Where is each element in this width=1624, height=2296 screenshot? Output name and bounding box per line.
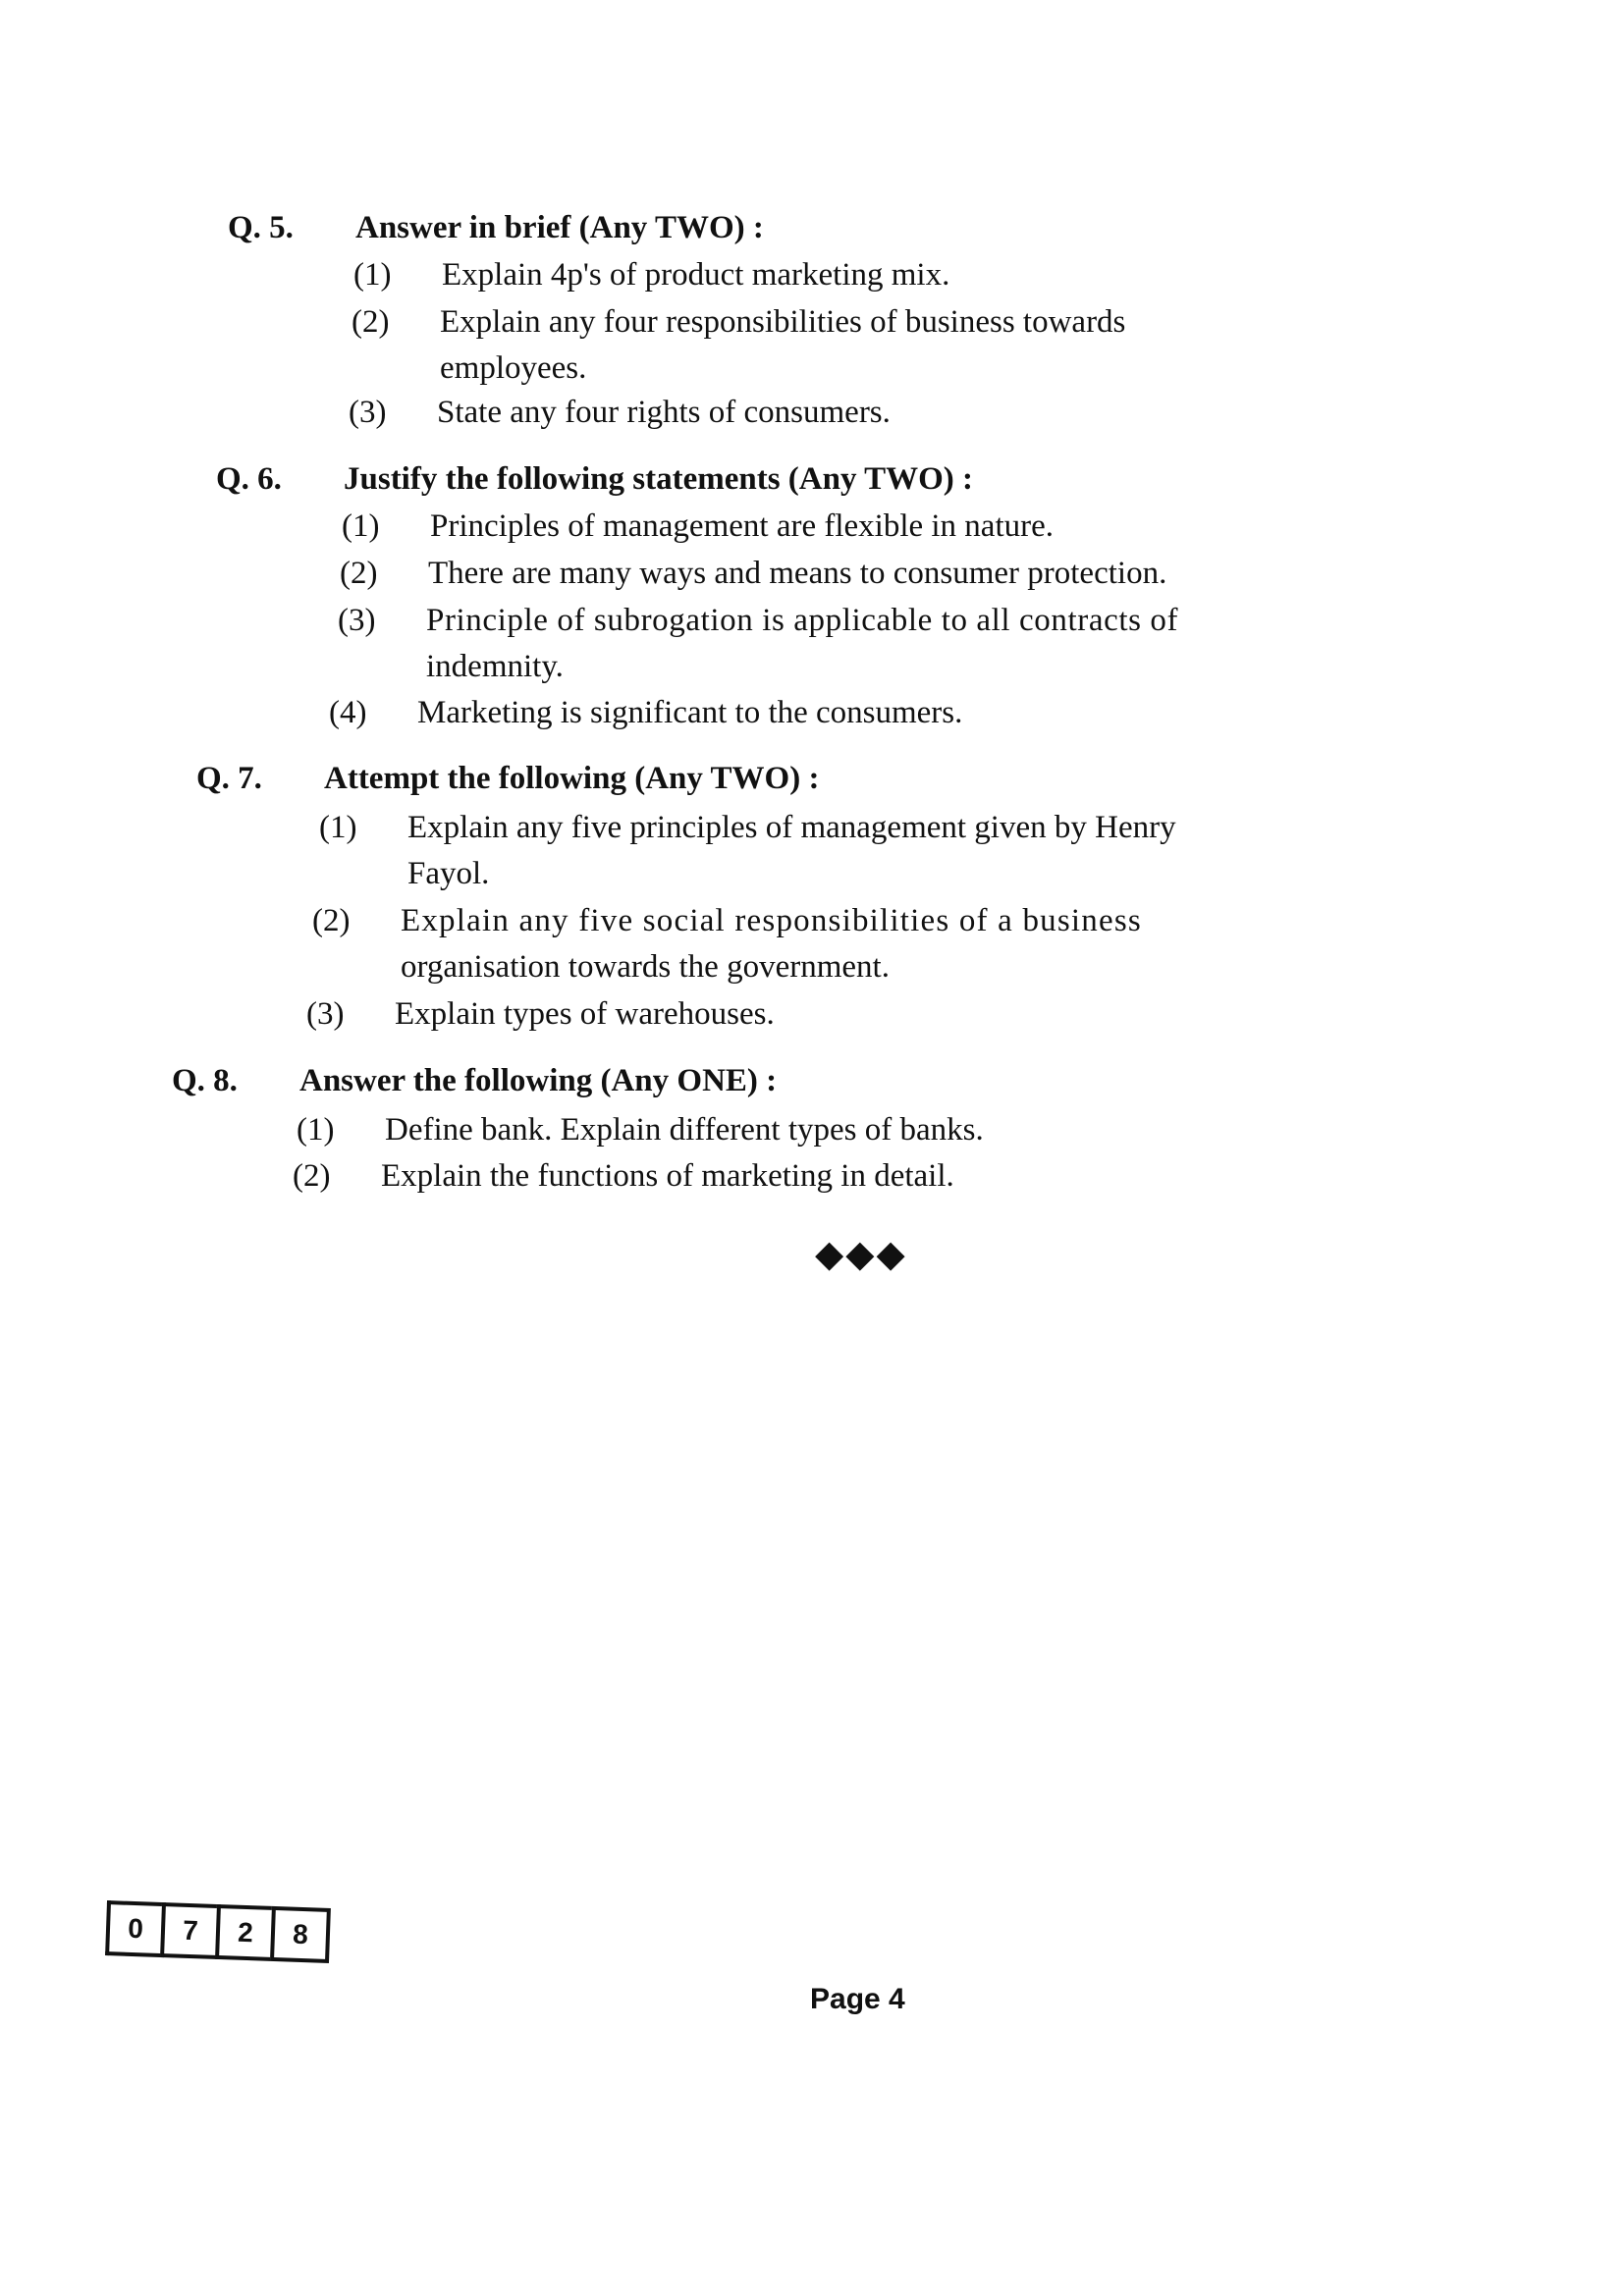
question-item (312, 903, 1142, 986)
question-item (353, 257, 949, 294)
item-number: (4) (329, 695, 367, 730)
item-text: Explain any five social responsibilities of a business (401, 903, 1142, 938)
question-item (319, 810, 1176, 892)
paper-code-digit: 0 (105, 1900, 162, 1957)
item-text: Explain any four responsibilities of business towards (440, 304, 1126, 340)
item-text: Principle of subrogation is applicable to all contracts of (426, 603, 1179, 638)
paper-code-digit: 2 (215, 1904, 272, 1961)
question-item (297, 1112, 984, 1148)
item-number: (2) (293, 1158, 331, 1194)
item-number: (3) (338, 603, 376, 638)
question-item (342, 508, 1054, 545)
item-number: (3) (349, 395, 387, 430)
question-title: Answer in brief (Any TWO) : (355, 210, 764, 245)
item-text: There are many ways and means to consumer protection. (428, 556, 1167, 591)
item-number: (2) (340, 556, 378, 591)
item-text: Explain types of warehouses. (395, 996, 775, 1032)
question-item (338, 603, 1178, 685)
question-item (352, 304, 1500, 387)
question-item (329, 695, 962, 731)
item-number: (3) (306, 996, 345, 1032)
item-text: Define bank. Explain different types of banks. (385, 1112, 984, 1148)
question-item (349, 395, 891, 431)
item-number: (1) (297, 1112, 335, 1148)
item-text: Explain 4p's of product marketing mix. (442, 257, 950, 293)
paper-code-digit: 7 (160, 1902, 217, 1959)
question-6-heading (216, 461, 973, 498)
item-text-continued: indemnity. (426, 649, 564, 684)
question-item (340, 556, 1166, 592)
paper-code-boxes (105, 1900, 331, 1963)
question-7-heading (196, 761, 819, 797)
end-of-paper-diamonds-icon: ◆◆◆ (815, 1234, 907, 1275)
question-5-heading (228, 210, 764, 246)
question-title: Answer the following (Any ONE) : (299, 1063, 778, 1098)
item-text: Explain the functions of marketing in detail. (381, 1158, 954, 1194)
item-number: (1) (342, 508, 380, 544)
question-item (293, 1158, 954, 1195)
item-text: State any four rights of consumers. (437, 395, 891, 430)
question-number: Q. 8. (172, 1063, 238, 1098)
question-8-heading (172, 1063, 777, 1099)
item-text-continued: Fayol. (407, 856, 490, 891)
item-text: Marketing is significant to the consumers. (417, 695, 963, 730)
question-title: Justify the following statements (Any TWO) : (344, 461, 974, 497)
paper-code-digit: 8 (270, 1906, 331, 1963)
item-text: Principles of management are flexible in nature. (430, 508, 1055, 544)
item-text-continued: employees. (440, 350, 587, 386)
question-number: Q. 6. (216, 461, 282, 497)
question-item (306, 996, 775, 1033)
item-text: Explain any five principles of management given by Henry (407, 810, 1176, 845)
item-number: (1) (353, 257, 392, 293)
question-number: Q. 5. (228, 210, 294, 245)
question-title: Attempt the following (Any TWO) : (324, 761, 820, 796)
item-text-continued: organisation towards the government. (401, 949, 890, 985)
item-number: (2) (312, 903, 351, 938)
page-number: Page 4 (810, 1983, 905, 2015)
item-number: (2) (352, 304, 390, 340)
item-number: (1) (319, 810, 357, 845)
question-number: Q. 7. (196, 761, 262, 796)
